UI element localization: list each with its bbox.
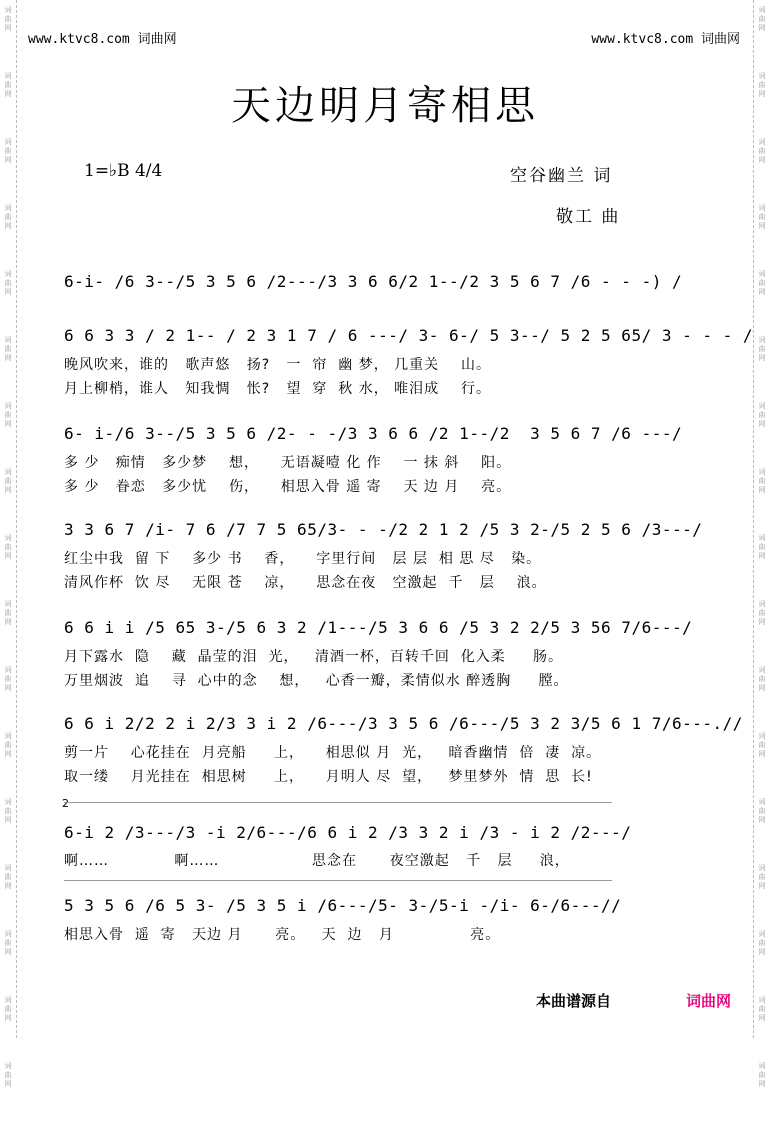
margin-watermark: 词 曲 网 [4,6,12,32]
margin-watermark: 词 曲 网 [758,72,766,98]
section-divider [64,880,612,881]
margin-watermark: 词 曲 网 [4,798,12,824]
lyric-line-4a: 月下露水 隐 藏 晶莹的泪 光， 清酒一杯，百转千回 化入柔 肠。 [64,649,564,665]
header-site-right[interactable]: www.ktvc8.com 词曲网 [591,32,740,47]
notation-line-7: 5 3 5 6 /6 5 3- /5 3 5 i /6---/5- 3-/5-i -/i- 6-/6---// [64,896,622,915]
margin-watermark: 词 曲 网 [758,798,766,824]
lyricist-credit: 空谷幽兰 词 [510,166,613,186]
ending-bracket-line [64,802,612,803]
notation-line-5: 6 6 i 2/2 2 i 2/3 3 i 2 /6---/3 3 5 6 /6---/5 3 2 3/5 6 1 7/6---.// [64,714,743,733]
notation-line-3: 3 3 6 7 /i- 7 6 /7 7 5 65/3- - -/2 2 1 2 /5 3 2-/5 2 5 6 /3---/ [64,520,703,539]
margin-watermark: 词 曲 网 [4,204,12,230]
margin-watermark: 词 曲 网 [4,732,12,758]
header-site-left[interactable]: www.ktvc8.com 词曲网 [28,32,177,47]
lyric-line-3b: 清风作杯 饮 尽 无限 苍 凉， 思念在夜 空激起 千 层 浪。 [64,575,547,591]
footer-source-label: 本曲谱源自 [536,992,612,1010]
margin-watermark: 词 曲 网 [4,600,12,626]
notation-line-2: 6- i-/6 3--/5 3 5 6 /2- - -/3 3 6 6 /2 1--/2 3 5 6 7 /6 ---/ [64,424,683,443]
lyric-line-5b: 取一缕 月光挂在 相思树 上， 月明人 尽 望， 梦里梦外 情 思 长! [64,769,593,785]
lyric-line-5a: 剪一片 心花挂在 月亮船 上， 相思似 月 光， 暗香幽情 倍 凄 凉。 [64,745,602,761]
margin-watermark: 词 曲 网 [758,6,766,32]
margin-watermark: 词 曲 网 [758,402,766,428]
margin-watermark: 词 曲 网 [758,666,766,692]
margin-watermark: 词 曲 网 [4,402,12,428]
margin-watermark: 词 曲 网 [758,732,766,758]
margin-watermark: 词 曲 网 [758,468,766,494]
lyric-line-2a: 多 少 痴情 多少梦 想， 无语凝噎 化 作 一 抹 斜 阳。 [64,455,512,471]
right-margin-strip [753,0,770,1088]
margin-watermark: 词 曲 网 [758,996,766,1022]
intro-notation: 6-i- /6 3--/5 3 5 6 /2---/3 3 6 6/2 1--/2 3 5 6 7 /6 - - -) / [64,272,683,291]
margin-watermark: 词 曲 网 [758,864,766,890]
lyric-line-3a: 红尘中我 留 下 多少 书 香， 字里行间 层 层 相 思 尽 染。 [64,551,542,567]
margin-watermark: 词 曲 网 [4,864,12,890]
notation-line-6: 6-i 2 /3---/3 -i 2/6---/6 6 i 2 /3 3 2 i /3 - i 2 /2---/ [64,823,632,842]
lyric-line-6a: 啊…… 啊…… 思念在 夜空激起 千 层 浪， [64,853,570,869]
margin-watermark: 词 曲 网 [758,270,766,296]
margin-watermark: 词 曲 网 [4,534,12,560]
lyric-line-2b: 多 少 眷恋 多少忧 伤， 相思入骨 遥 寄 天 边 月 亮。 [64,479,512,495]
margin-watermark: 词 曲 网 [758,534,766,560]
margin-watermark: 词 曲 网 [4,336,12,362]
notation-line-4: 6 6 i i /5 65 3-/5 6 3 2 /1---/5 3 6 6 /5 3 2 2/5 3 56 7/6---/ [64,618,693,637]
lyric-line-4b: 万里烟波 追 寻 心中的念 想， 心香一瓣，柔情似水 醉透胸 膛。 [64,673,569,689]
margin-watermark: 词 曲 网 [758,930,766,956]
ending-marker: 2 [62,797,69,810]
footer-brand-logo[interactable]: 词曲网 [686,992,732,1010]
lyric-line-1b: 月上柳梢，谁人 知我惆 怅? 望 穿 秋 水， 唯泪成 行。 [64,381,491,397]
margin-watermark: 词 曲 网 [758,138,766,164]
lyric-line-7a: 相思入骨 遥 寄 天边 月 亮。 天 边 月 亮。 [64,927,501,943]
key-signature: 1=♭B 4/4 [84,161,163,181]
margin-watermark: 词 曲 网 [758,204,766,230]
margin-watermark: 词 曲 网 [4,72,12,98]
margin-watermark: 词 曲 网 [758,1062,766,1088]
margin-watermark: 词 曲 网 [4,138,12,164]
lyric-line-1a: 晚风吹来，谁的 歌声悠 扬? 一 帘 幽 梦， 几重关 山。 [64,357,491,373]
margin-watermark: 词 曲 网 [4,270,12,296]
margin-watermark: 词 曲 网 [4,1062,12,1088]
margin-watermark: 词 曲 网 [4,996,12,1022]
margin-watermark: 词 曲 网 [4,666,12,692]
margin-watermark: 词 曲 网 [758,600,766,626]
margin-watermark: 词 曲 网 [758,336,766,362]
notation-line-1: 6 6 3 3 / 2 1-- / 2 3 1 7 / 6 ---/ 3- 6-/ 5 3--/ 5 2 5 65/ 3 - - - / [64,326,754,345]
song-title: 天边明月寄相思 [231,83,539,129]
margin-watermark: 词 曲 网 [4,468,12,494]
margin-watermark: 词 曲 网 [4,930,12,956]
composer-credit: 敬工 曲 [556,207,621,227]
left-margin-strip [0,0,17,1088]
